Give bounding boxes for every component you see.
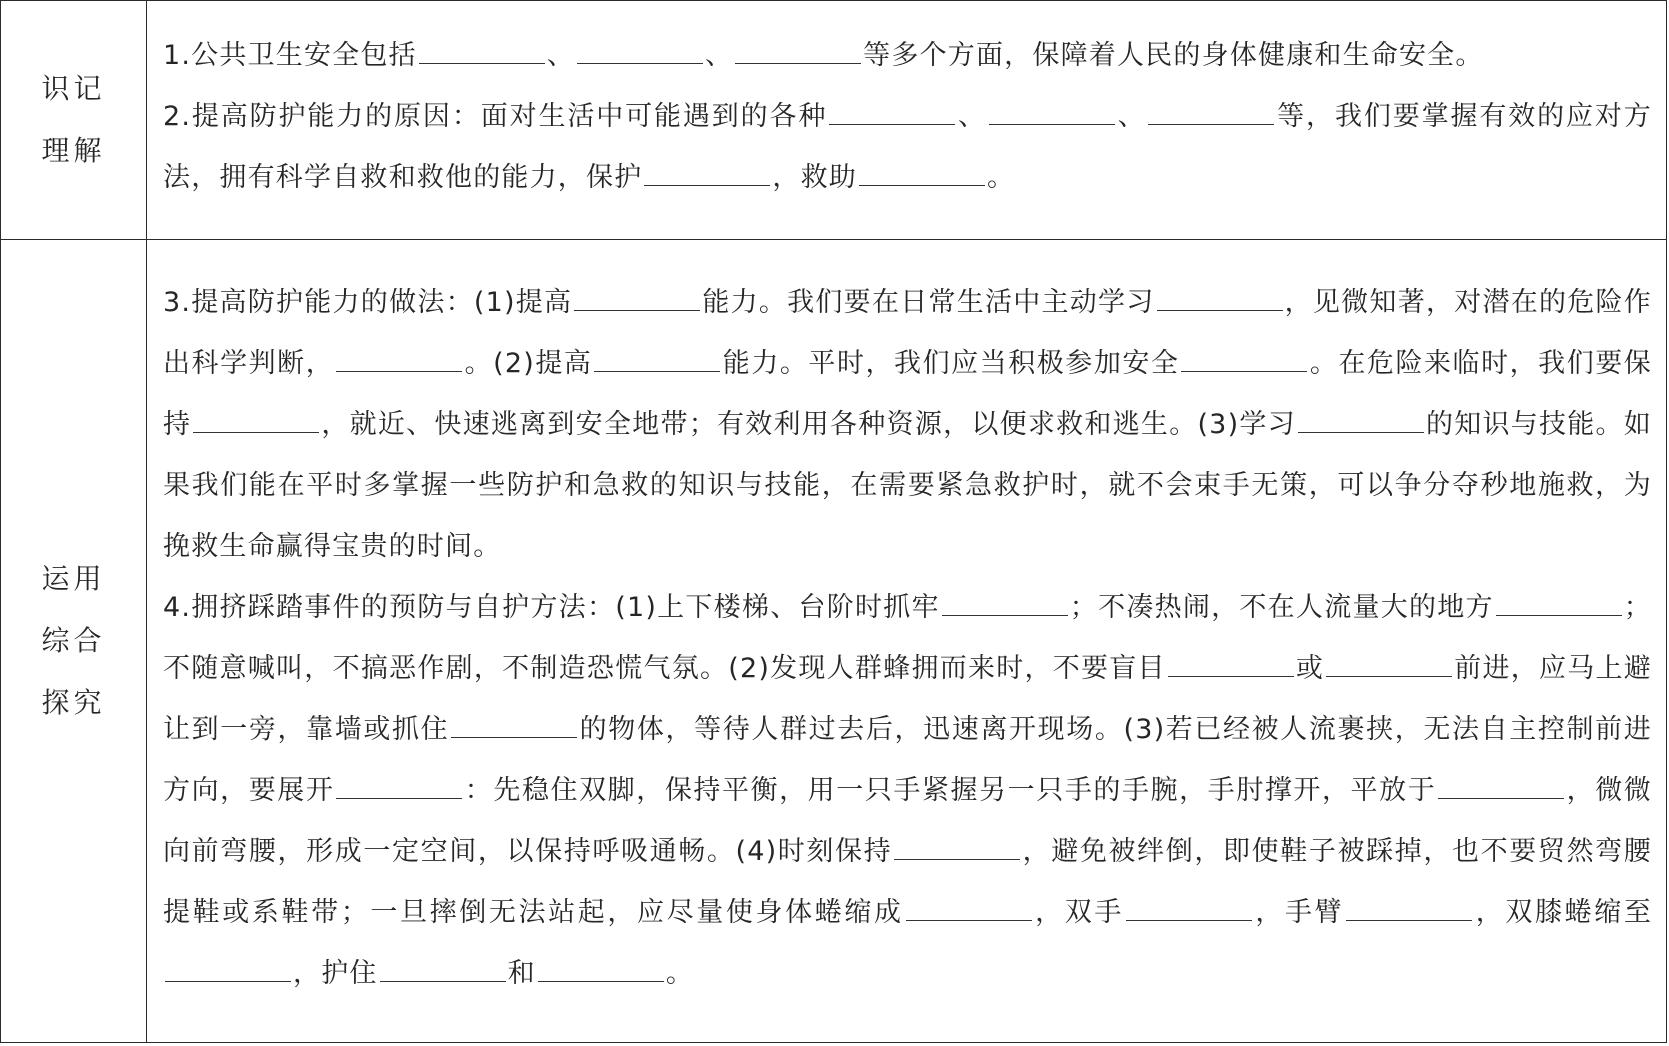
section-label xyxy=(1,240,147,1042)
section-content xyxy=(148,1,1652,239)
item-text: ，护住 xyxy=(293,958,378,989)
item-text: 2.提高防护能力的原因：面对生活中可能遇到的各种 xyxy=(163,101,828,132)
answer-blank[interactable] xyxy=(538,980,664,982)
item-text: 或 xyxy=(1295,653,1325,684)
item-4 xyxy=(163,577,1652,1004)
answer-blank[interactable] xyxy=(574,309,700,311)
item-text: 前进，应马上避让到一旁，靠墙或抓住 xyxy=(163,653,1652,745)
item-3 xyxy=(163,272,1652,577)
section-label-line: 理解 xyxy=(41,134,106,167)
item-text: 3.提高防护能力的做法：(1)提高 xyxy=(163,287,573,318)
item-text: 。(2)提高 xyxy=(464,348,593,379)
item-text: 和 xyxy=(507,958,536,989)
answer-blank[interactable] xyxy=(1126,919,1252,921)
item-text: ，避免被绊倒，即使鞋子被踩掉，也不要贸然弯腰提鞋或系鞋带；一旦摔倒无法站起，应尽量使身体蜷缩成 xyxy=(163,836,1652,928)
item-text: ，微微向前弯腰，形成一定空间，以保持呼吸通畅。(4)时刻保持 xyxy=(163,775,1652,867)
item-text: ，救助 xyxy=(772,162,858,193)
section-label xyxy=(1,1,147,239)
answer-blank[interactable] xyxy=(451,736,577,738)
item-2 xyxy=(163,86,1652,208)
answer-blank[interactable] xyxy=(419,62,545,64)
item-text: ，手臂 xyxy=(1253,897,1345,928)
answer-blank[interactable] xyxy=(336,797,462,799)
section-label-line: 运用 xyxy=(41,562,106,595)
answer-blank[interactable] xyxy=(1298,431,1424,433)
item-text: 等多个方面，保障着人民的身体健康和生命安全。 xyxy=(863,40,1484,71)
item-text: ；不凑热闹，不在人流量大的地方 xyxy=(1069,592,1494,623)
answer-blank[interactable] xyxy=(1346,919,1472,921)
section-apply-explore xyxy=(1,239,1666,1042)
item-text: 。 xyxy=(665,958,695,989)
answer-blank[interactable] xyxy=(859,184,985,186)
answer-blank[interactable] xyxy=(942,614,1068,616)
answer-blank[interactable] xyxy=(829,123,955,125)
answer-blank[interactable] xyxy=(906,919,1032,921)
item-text: 等，我们要掌握有效的应对方法，拥有科学自救和救他的能力，保护 xyxy=(163,101,1652,193)
answer-blank[interactable] xyxy=(380,980,506,982)
answer-blank[interactable] xyxy=(577,62,703,64)
item-text: ：先稳住双脚，保持平衡，用一只手紧握另一只手的手腕，手肘撑开，平放于 xyxy=(464,775,1437,806)
item-text: 4.拥挤踩踏事件的预防与自护方法：(1)上下楼梯、台阶时抓牢 xyxy=(163,592,940,623)
answer-blank[interactable] xyxy=(989,123,1115,125)
item-text: 、 xyxy=(1116,101,1147,132)
item-text: 。 xyxy=(987,162,1016,193)
item-text: 的物体，等待人群过去后，迅速离开现场。(3)若已经被人流裹挟，无法自主控制前进方向，要展开 xyxy=(163,714,1653,806)
answer-blank[interactable] xyxy=(594,370,720,372)
item-text: ，就近、快速逃离到安全地带；有效利用各种资源，以便求救和逃生。(3)学习 xyxy=(321,409,1296,440)
section-label-line: 识记 xyxy=(41,72,106,105)
item-text: ，双膝蜷缩至 xyxy=(1474,897,1653,928)
answer-blank[interactable] xyxy=(1157,309,1283,311)
answer-blank[interactable] xyxy=(1326,675,1452,677)
item-text: 、 xyxy=(546,40,575,71)
item-text: 的知识与技能。如果我们能在平时多掌握一些防护和急救的知识与技能，在需要紧急救护时，就不会束手无策，可以争分夺秒地施救，为挽救生命赢得宝贵的时间。 xyxy=(163,409,1652,562)
answer-blank[interactable] xyxy=(1496,614,1622,616)
item-text: 。在危险来临时，我们要保持 xyxy=(163,348,1653,440)
section-label-line: 探究 xyxy=(41,686,106,719)
section-content xyxy=(148,240,1652,1042)
answer-blank[interactable] xyxy=(1438,797,1564,799)
item-1 xyxy=(163,25,1652,86)
answer-blank[interactable] xyxy=(1181,370,1307,372)
answer-blank[interactable] xyxy=(1148,123,1274,125)
item-text: 、 xyxy=(957,101,987,132)
answer-blank[interactable] xyxy=(894,858,1020,860)
answer-blank[interactable] xyxy=(735,62,861,64)
answer-blank[interactable] xyxy=(336,370,462,372)
answer-blank[interactable] xyxy=(193,431,319,433)
item-text: 1.公共卫生安全包括 xyxy=(163,40,417,71)
item-text: 能力。我们要在日常生活中主动学习 xyxy=(702,287,1155,318)
item-text: ，见微知著，对潜在的危险作出科学判断， xyxy=(163,287,1652,379)
answer-blank[interactable] xyxy=(644,184,770,186)
answer-blank[interactable] xyxy=(1168,675,1294,677)
item-text: ；不随意喊叫，不搞恶作剧，不制造恐慌气氛。(2)发现人群蜂拥而来时，不要盲目 xyxy=(163,592,1652,684)
item-text: 、 xyxy=(704,40,734,71)
section-label-line: 综合 xyxy=(41,624,106,657)
answer-blank[interactable] xyxy=(165,980,291,982)
item-text: ，双手 xyxy=(1033,897,1124,928)
item-text: 能力。平时，我们应当积极参加安全 xyxy=(722,348,1180,379)
section-memorize-understand xyxy=(1,1,1666,239)
